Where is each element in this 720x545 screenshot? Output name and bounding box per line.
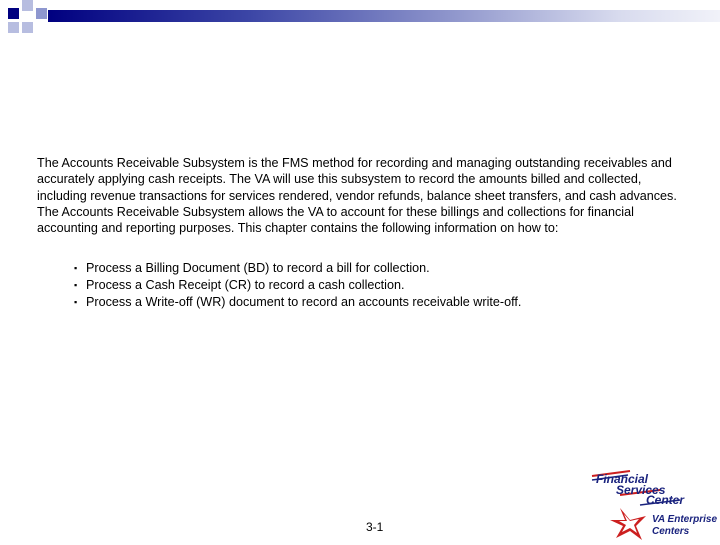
square-decoration [8,8,19,19]
list-item [74,277,521,294]
header-gradient-bar [48,10,720,22]
list-item [74,260,521,277]
bullet-icon: ▪ [74,297,78,307]
list-item-text: Process a Cash Receipt (CR) to record a cash collection. [86,278,405,292]
fsc-logo [590,468,720,540]
logo-text-financial: Financial [596,472,649,486]
page-number: 3-1 [366,520,384,534]
list-item-text: Process a Write-off (WR) document to record an accounts receivable write-off. [86,295,522,309]
star-icon [610,508,646,540]
logo-text-centers: Centers [652,526,690,537]
logo-text-services: Services [616,483,666,497]
list-item [74,294,521,311]
list-item-text: Process a Billing Document (BD) to record a bill for collection. [86,261,430,275]
logo-text-center: Center [646,493,685,507]
bullet-list [74,260,521,311]
logo-text-va-enterprise: VA Enterprise [652,514,718,525]
square-decoration [22,22,33,33]
bullet-icon: ▪ [74,263,78,273]
bullet-icon: ▪ [74,280,78,290]
fsc-logo-graphic [590,468,720,540]
intro-paragraph: The Accounts Receivable Subsystem is the FMS method for recording and managing outstanding receivables and accurately applying cash receipts. The VA will use this subsystem to record the amounts billed and collected, including revenue transactions for services rendered, vendor refunds, balance sheet transfers, and cash advances. The Accounts Receivable Subsystem allows the VA to account for these billings and collections for financial accounting and reporting purposes. This chapter contains the following information on how to: [37,156,677,236]
square-decoration [8,22,19,33]
square-decoration [22,0,33,11]
square-decoration [36,8,47,19]
